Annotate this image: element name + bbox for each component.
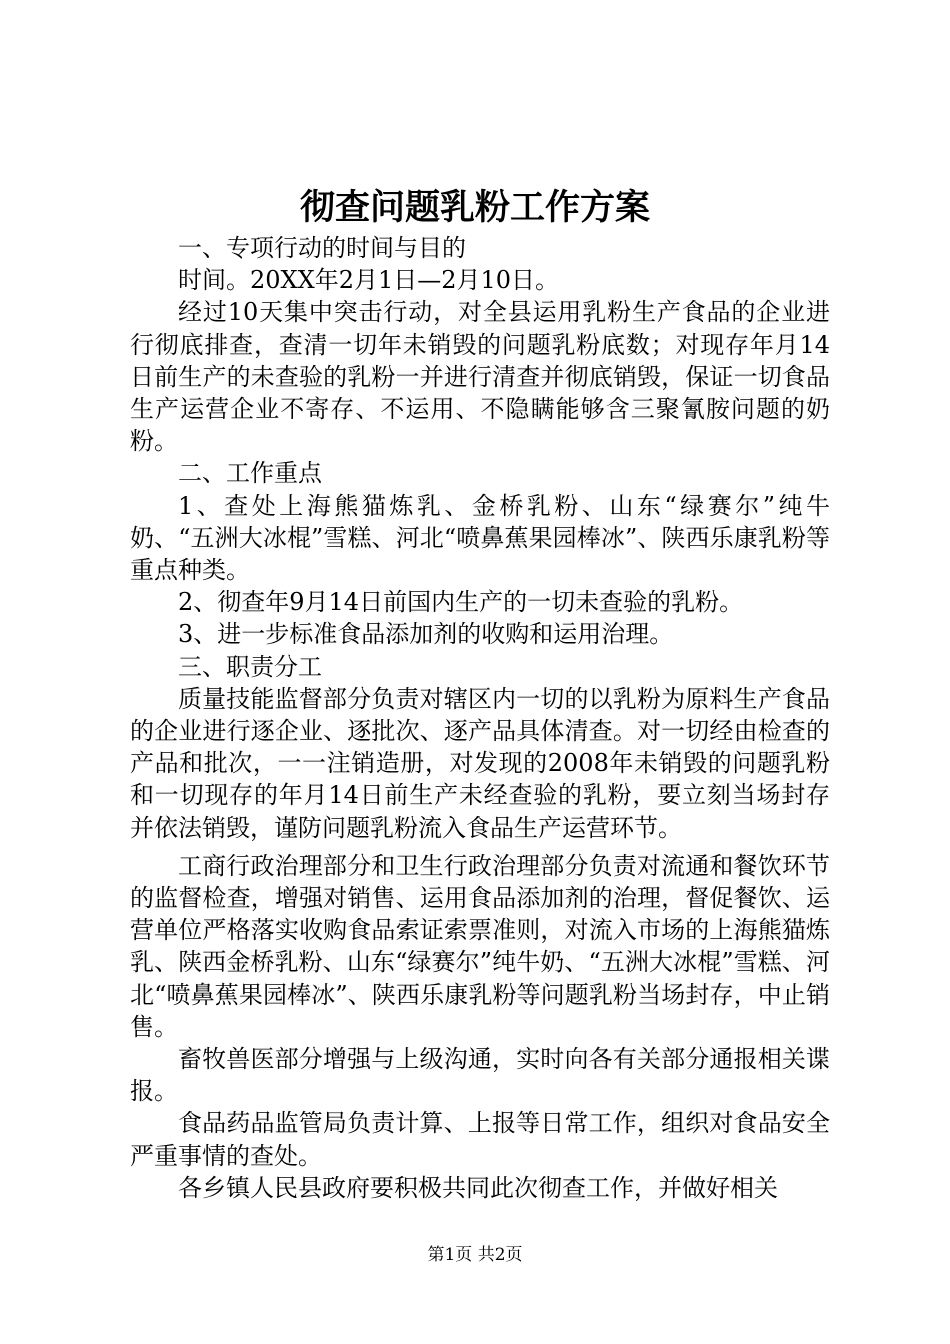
page-footer: 第1页 共2页 [427,1245,523,1265]
paragraph: 食品药品监管局负责计算、上报等日常工作，组织对食品安全严重事情的查处。 [130,1109,830,1170]
section-heading: 三、职责分工 [178,652,322,681]
list-item: 1、查处上海熊猫炼乳、金桥乳粉、山东“绿赛尔”纯牛奶、“五洲大冰棍”雪糕、河北“喷鼻蕉果园棒冰”、陕西乐康乳粉等重点种类。 [130,491,830,585]
list-item: 2、彻查年9月14日前国内生产的一切未查验的乳粉。 [178,588,744,617]
section-heading: 二、工作重点 [178,459,322,488]
list-item: 3、进一步标准食品添加剂的收购和运用治理。 [178,620,674,649]
paragraph: 经过10天集中突击行动，对全县运用乳粉生产食品的企业进行彻底排查，查清一切年未销毁的问题乳粉底数；对现存年月14日前生产的未查验的乳粉一并进行清查并彻底销毁，保证一切食品生产运营企业不寄存、不运用、不隐瞒能够含三聚氰胺问题的奶粉。 [130,298,830,456]
paragraph: 畜牧兽医部分增强与上级沟通，实时向各有关部分通报相关谍报。 [130,1045,830,1106]
document-title: 彻查问题乳粉工作方案 [299,187,650,228]
document-body [130,232,830,1204]
paragraph: 各乡镇人民县政府要积极共同此次彻查工作，并做好相关 [178,1173,778,1202]
section-heading: 一、专项行动的时间与目的 [178,234,466,262]
paragraph: 工商行政治理部分和卫生行政治理部分负责对流通和餐饮环节的监督检查，增强对销售、运用食品添加剂的治理，督促餐饮、运营单位严格落实收购食品索证索票准则，对流入市场的上海熊猫炼乳、陕西金桥乳粉、山东“绿赛尔”纯牛奶、“五洲大冰棍”雪糕、河北“喷鼻蕉果园棒冰”、陕西乐康乳粉等问题乳粉当场封存，中止销售。 [130,851,830,1041]
paragraph: 质量技能监督部分负责对辖区内一切的以乳粉为原料生产食品的企业进行逐企业、逐批次、逐产品具体清查。对一切经由检查的产品和批次，一一注销造册，对发现的2008年未销毁的问题乳粉和一切现存的年月14日前生产未经查验的乳粉，要立刻当场封存并依法销毁，谨防问题乳粉流入食品生产运营环节。 [130,684,830,842]
paragraph: 时间。20XX年2月1日—2月10日。 [178,266,560,295]
